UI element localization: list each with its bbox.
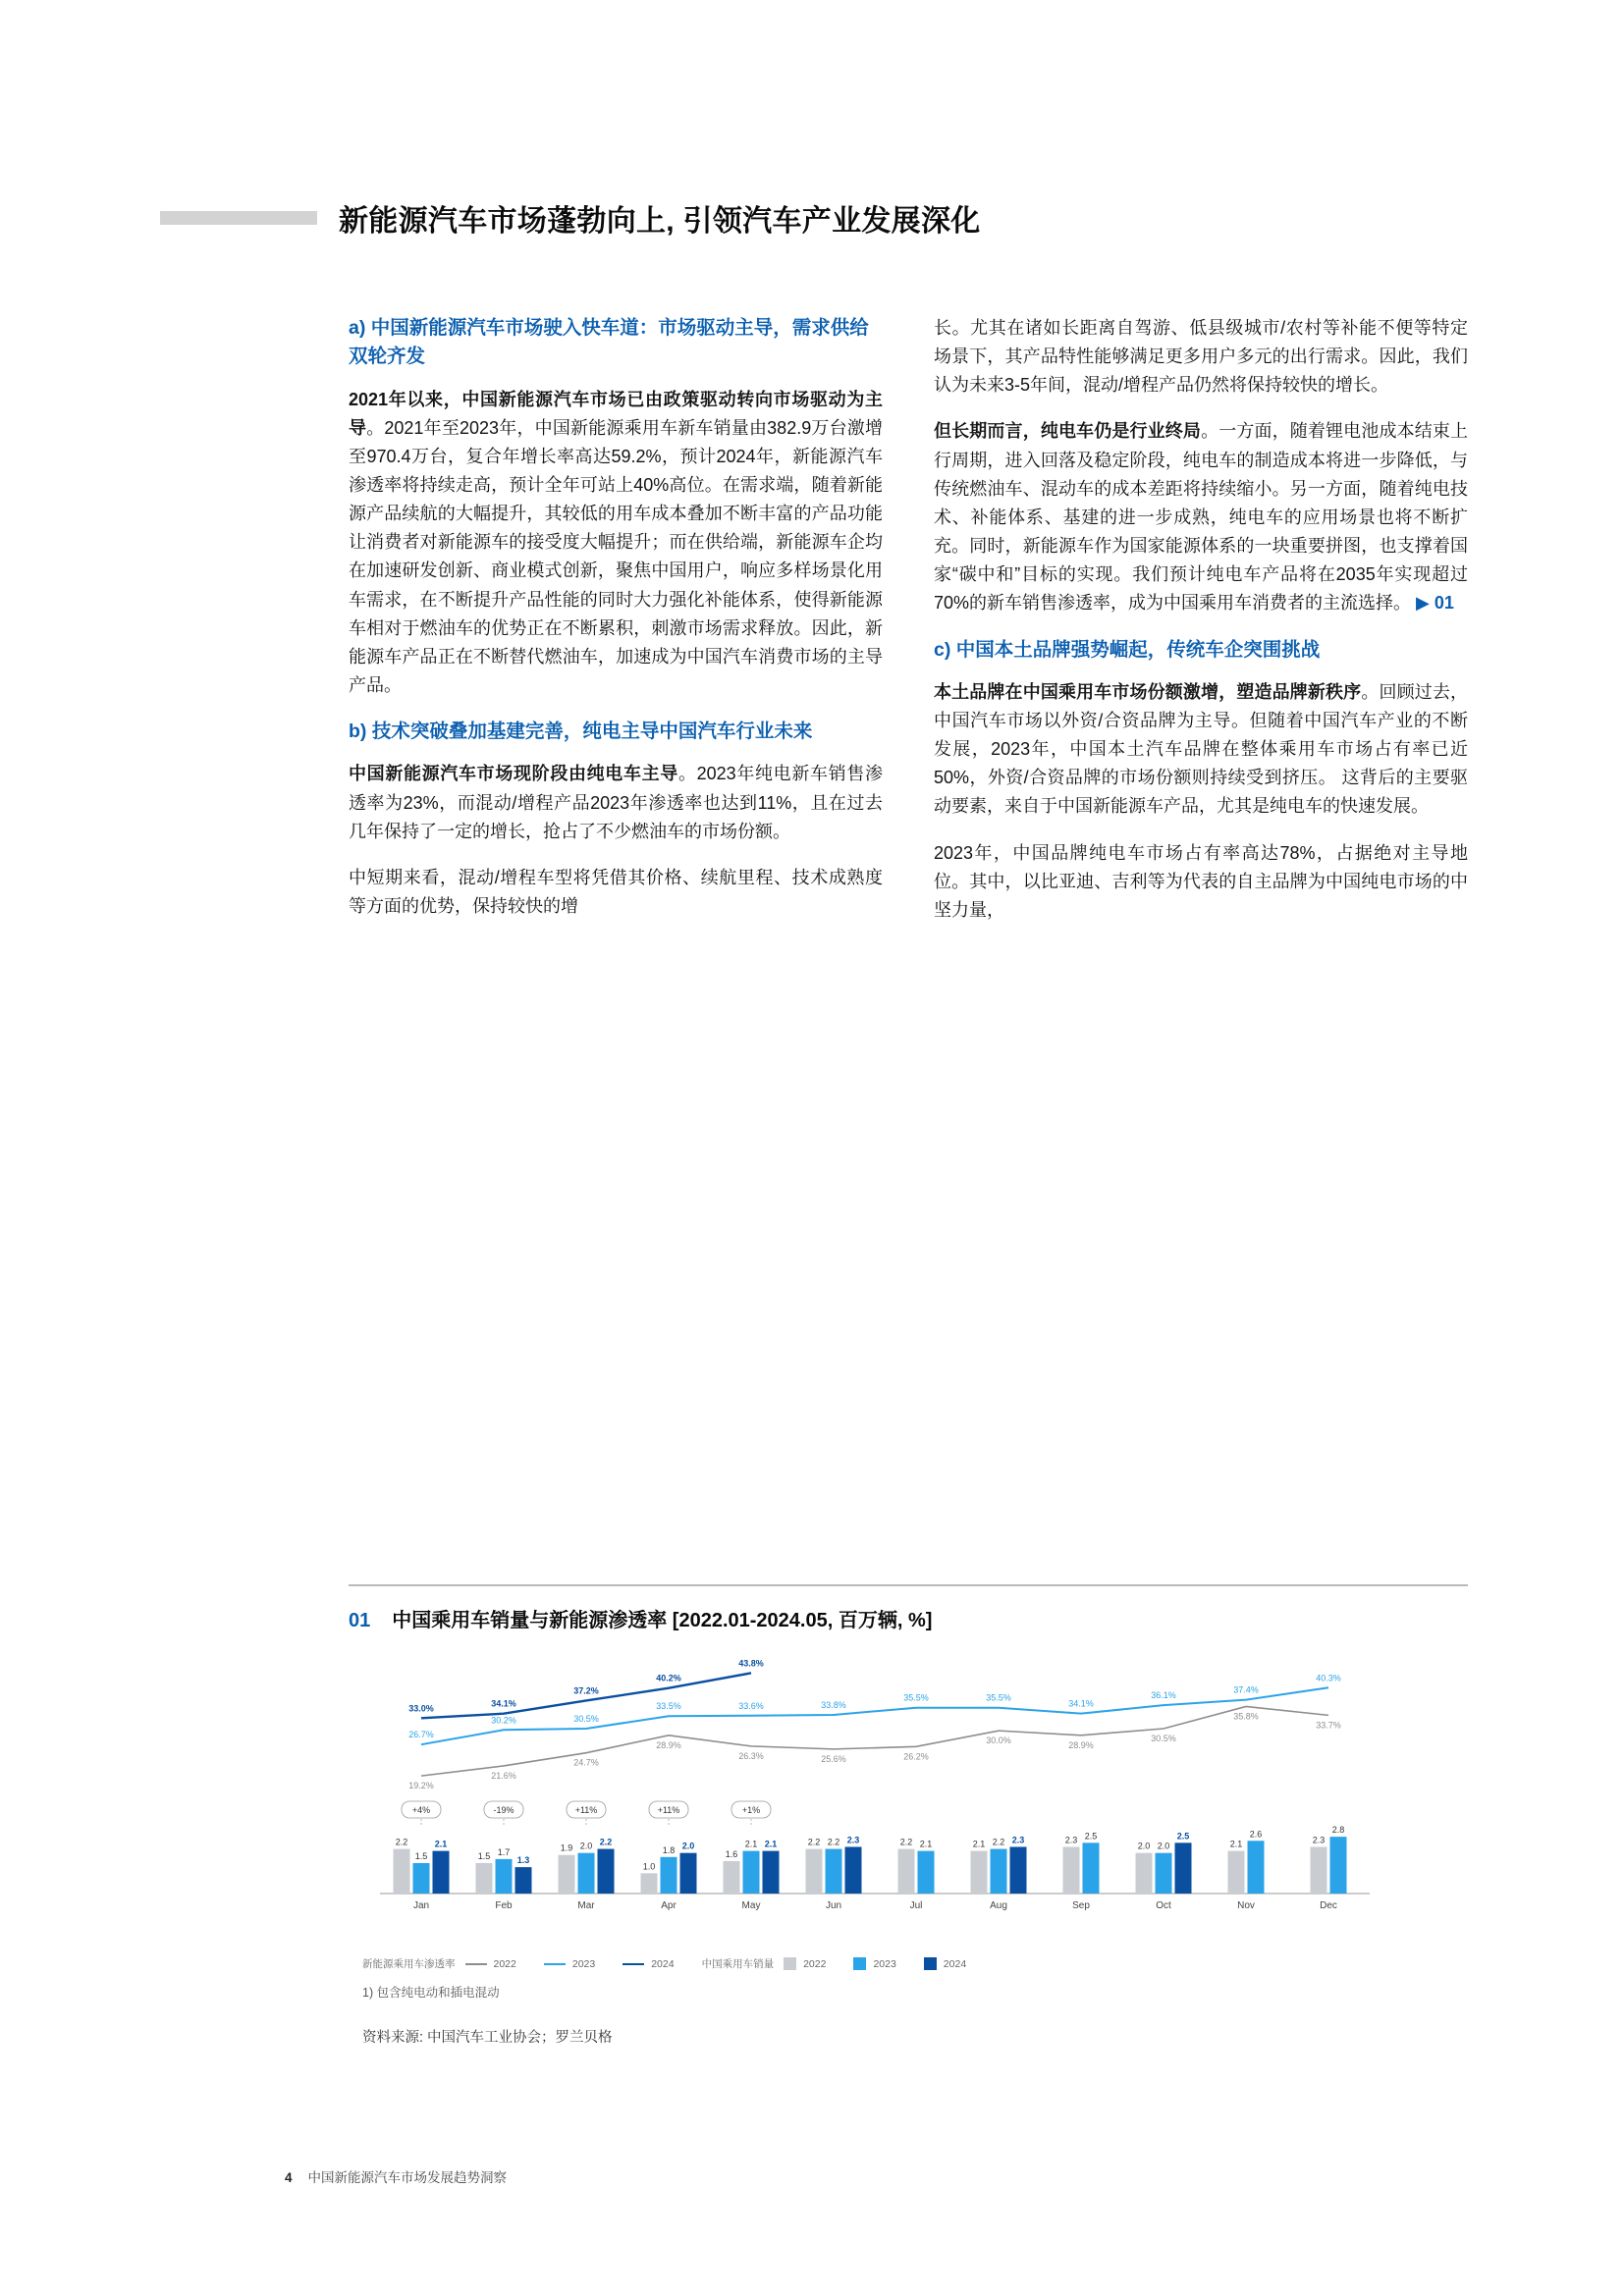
paragraph-c2-lead: 但长期而言，纯电车仍是行业终局: [934, 421, 1202, 442]
svg-text:2.3: 2.3: [1011, 1835, 1025, 1845]
svg-text:2.8: 2.8: [1331, 1825, 1345, 1836]
svg-text:26.2%: 26.2%: [903, 1751, 929, 1762]
page-footer: [285, 2166, 507, 2186]
legend-bar-2022-label: 2022: [803, 1957, 827, 1970]
svg-text:1.6: 1.6: [725, 1848, 738, 1859]
svg-text:2.1: 2.1: [972, 1839, 986, 1849]
page-number: 4: [285, 2170, 293, 2185]
svg-text:Jan: Jan: [412, 1900, 430, 1911]
legend-line-2023: [544, 1958, 595, 1970]
exhibit-01: [349, 1584, 1468, 2047]
svg-text:40.3%: 40.3%: [1316, 1673, 1341, 1683]
svg-text:33.0%: 33.0%: [408, 1703, 434, 1714]
header-rule: [160, 211, 317, 225]
svg-text:2.0: 2.0: [579, 1841, 593, 1851]
svg-text:2.2: 2.2: [992, 1837, 1005, 1847]
paragraph-b: [349, 760, 883, 845]
svg-text:37.2%: 37.2%: [573, 1685, 599, 1696]
page-header: [160, 196, 1467, 240]
line-swatch-icon: [544, 1963, 566, 1965]
svg-text:2.0: 2.0: [681, 1841, 695, 1851]
svg-text:Sep: Sep: [1072, 1900, 1090, 1911]
svg-text:43.8%: 43.8%: [738, 1658, 764, 1669]
svg-text:34.1%: 34.1%: [491, 1698, 516, 1709]
paragraph-e: 2023年，中国品牌纯电车市场占有率高达78%，占据绝对主导地位。其中，以比亚迪、吉利等为代表的自主品牌为中国纯电市场的中坚力量，: [934, 842, 1468, 920]
exhibit-divider: [349, 1584, 1468, 1586]
svg-text:2.1: 2.1: [434, 1839, 448, 1849]
svg-text:1.9: 1.9: [560, 1842, 573, 1853]
svg-text:37.4%: 37.4%: [1233, 1684, 1259, 1695]
svg-text:Oct: Oct: [1156, 1900, 1171, 1911]
paragraph-d-rest: 。回顾过去，中国汽车市场以外资/合资品牌为主导。但随着中国汽车产业的不断发展，2023年，中国本土汽车品牌在整体乘用车市场占有率已近50%，外资/合资品牌的市场份额则持续受到挤压。 这背后的主要驱动要素，来自于中国新能源车产品，尤其是纯电车的快速发展。: [934, 681, 1469, 817]
section-b-heading: b) 技术突破叠加基建完善，纯电主导中国汽车行业未来: [349, 721, 813, 743]
legend-bar-2022: [784, 1957, 826, 1970]
svg-text:Aug: Aug: [990, 1900, 1007, 1911]
line-swatch-icon: [465, 1963, 487, 1965]
svg-text:1.3: 1.3: [516, 1855, 530, 1866]
svg-text:2.1: 2.1: [919, 1839, 933, 1849]
svg-text:Jun: Jun: [825, 1900, 842, 1911]
paragraph-c2: [934, 417, 1468, 617]
svg-text:2.2: 2.2: [827, 1837, 840, 1847]
svg-text:2.5: 2.5: [1176, 1831, 1190, 1842]
bar-swatch-icon: [853, 1957, 866, 1970]
exhibit-title: 中国乘用车销量与新能源渗透率 [2022.01-2024.05, 百万辆, %]: [392, 1610, 933, 1631]
section-a-heading: a) 中国新能源汽车市场驶入快车道：市场驱动主导，需求供给双轮齐发: [349, 317, 869, 368]
svg-text:30.2%: 30.2%: [491, 1715, 516, 1726]
svg-text:35.8%: 35.8%: [1233, 1711, 1259, 1722]
footer-doc-title: 中国新能源汽车市场发展趋势洞察: [307, 2170, 508, 2185]
svg-text:33.6%: 33.6%: [738, 1700, 764, 1711]
section-c-heading: c) 中国本土品牌强势崛起，传统车企突围挑战: [934, 638, 1321, 661]
legend-bar-2024-label: 2024: [943, 1957, 967, 1970]
svg-text:19.2%: 19.2%: [408, 1781, 434, 1791]
exhibit-footnote: 1) 包含纯电动和插电混动: [362, 1986, 500, 2000]
paragraph-a-lead: 2021年以来，中国新能源汽车市场已由政策驱动转向市场驱动为主导: [349, 389, 883, 438]
legend-bar-2023-label: 2023: [873, 1957, 896, 1970]
paragraph-c2-rest: 。一方面，随着锂电池成本结束上行周期，进入回落及稳定阶段，纯电车的制造成本将进一步降低，与传统燃油车、混动车的成本差距将持续缩小。另一方面，随着纯电技术、补能体系、基建的进一步成熟，纯电车的应用场景也将不断扩充。同时，新能源车作为国家能源体系的一块重要拼图，也支撑着国家“碳中和”目标的实现。我们预计纯电车产品将在2035年实现超过70%的新车销售渗透率，成为中国乘用车消费者的主流选择。: [934, 421, 1469, 614]
svg-text:+11%: +11%: [657, 1805, 680, 1815]
legend-bar-2024: [924, 1957, 966, 1970]
legend-line-2022: [465, 1958, 516, 1970]
svg-text:Mar: Mar: [577, 1900, 595, 1911]
svg-text:28.9%: 28.9%: [656, 1739, 681, 1750]
exhibit-reference[interactable]: ▶ 01: [1416, 593, 1454, 614]
legend-right-label: 中国乘用车销量: [701, 1958, 775, 1970]
svg-text:+1%: +1%: [741, 1805, 761, 1815]
svg-text:33.7%: 33.7%: [1316, 1720, 1341, 1731]
svg-text:40.2%: 40.2%: [656, 1673, 681, 1683]
svg-text:2.1: 2.1: [744, 1839, 758, 1849]
svg-text:Feb: Feb: [495, 1900, 513, 1911]
bar-swatch-icon: [784, 1957, 796, 1970]
bar-swatch-icon: [924, 1957, 937, 1970]
legend-line-2022-label: 2022: [493, 1957, 516, 1970]
svg-text:1.7: 1.7: [497, 1846, 511, 1857]
left-column: [349, 314, 883, 925]
svg-text:26.3%: 26.3%: [738, 1750, 764, 1761]
svg-text:+4%: +4%: [411, 1805, 431, 1815]
svg-text:Nov: Nov: [1237, 1900, 1255, 1911]
svg-text:-19%: -19%: [493, 1805, 514, 1815]
svg-text:26.7%: 26.7%: [408, 1730, 434, 1740]
exhibit-number: 01: [349, 1610, 371, 1631]
svg-text:21.6%: 21.6%: [491, 1770, 516, 1781]
svg-text:1.5: 1.5: [414, 1851, 428, 1861]
svg-text:33.8%: 33.8%: [821, 1699, 846, 1710]
svg-text:2.2: 2.2: [899, 1837, 913, 1847]
svg-text:36.1%: 36.1%: [1151, 1690, 1176, 1701]
legend-bar-2023: [853, 1957, 895, 1970]
svg-text:2.2: 2.2: [599, 1837, 613, 1847]
svg-text:2.2: 2.2: [395, 1837, 408, 1847]
svg-text:24.7%: 24.7%: [573, 1757, 599, 1768]
svg-text:2.2: 2.2: [807, 1837, 821, 1847]
svg-text:+11%: +11%: [574, 1805, 598, 1815]
paragraph-c1: 长。尤其在诸如长距离自驾游、低县级城市/农村等补能不便等特定场景下，其产品特性能够满足更多用户多元的出行需求。因此，我们认为未来3-5年间，混动/增程产品仍然将保持较快的增长。: [934, 318, 1468, 396]
legend-line-2024-label: 2024: [651, 1957, 675, 1970]
page-title: 新能源汽车市场蓬勃向上, 引领汽车产业发展深化: [339, 205, 981, 238]
svg-text:Apr: Apr: [661, 1900, 677, 1911]
svg-text:28.9%: 28.9%: [1068, 1739, 1094, 1750]
chart-legend: [362, 1956, 1468, 1971]
legend-line-2024: [623, 1958, 674, 1970]
svg-text:30.5%: 30.5%: [573, 1714, 599, 1724]
svg-text:1.5: 1.5: [477, 1851, 491, 1861]
body-columns: [349, 314, 1468, 925]
line-swatch-icon: [623, 1963, 644, 1965]
svg-text:30.0%: 30.0%: [986, 1735, 1011, 1746]
paragraph-a: [349, 386, 883, 701]
svg-text:2.1: 2.1: [764, 1839, 778, 1849]
svg-text:30.5%: 30.5%: [1151, 1734, 1176, 1743]
svg-text:2.3: 2.3: [1312, 1835, 1326, 1845]
svg-text:25.6%: 25.6%: [821, 1753, 846, 1764]
paragraph-b-lead: 中国新能源汽车市场现阶段由纯电车主导: [349, 764, 678, 784]
svg-text:2.0: 2.0: [1157, 1841, 1170, 1851]
exhibit-source: 资料来源: 中国汽车工业协会；罗兰贝格: [362, 2030, 613, 2046]
svg-text:Jul: Jul: [909, 1900, 923, 1911]
svg-text:33.5%: 33.5%: [656, 1701, 681, 1712]
paragraph-d-lead: 本土品牌在中国乘用车市场份额激增，塑造品牌新秩序: [934, 681, 1362, 702]
combo-chart: [362, 1646, 1383, 1950]
right-column: [934, 314, 1468, 925]
paragraph-b-rest: 。2023年纯电新车销售渗透率为23%，而混动/增程产品2023年渗透率也达到11%，且在过去几年保持了一定的增长，抢占了不少燃油车的市场份额。: [349, 764, 883, 841]
svg-text:34.1%: 34.1%: [1068, 1698, 1094, 1709]
svg-text:1.8: 1.8: [662, 1844, 676, 1855]
paragraph-b2: 中短期来看，混动/增程车型将凭借其价格、续航里程、技术成熟度等方面的优势，保持较快的增: [349, 867, 883, 917]
svg-text:2.3: 2.3: [846, 1835, 860, 1845]
svg-text:2.1: 2.1: [1229, 1839, 1243, 1849]
svg-text:1.0: 1.0: [642, 1861, 656, 1872]
paragraph-a-rest: 。2021年至2023年，中国新能源乘用车新车销量由382.9万台激增至970.4万台，复合年增长率高达59.2%，预计2024年，新能源汽车渗透率将持续走高，预计全年可站上40%高位。在需求端，随着新能源产品续航的大幅提升，其较低的用车成本叠加不断丰富的产品功能让消费者对新能源车的接受度大幅提升；而在供给端，新能源车企均在加速研发创新、商业模式创新，聚焦中国用户，响应多样场景化用车需求，在不断提升产品性能的同时大力强化补能体系，使得新能源车相对于燃油车的优势正在不断累积，刺激市场需求释放。因此，新能源车产品正在不断替代燃油车，加速成为中国汽车消费市场的主导产品。: [349, 417, 883, 696]
svg-text:Dec: Dec: [1320, 1900, 1337, 1911]
legend-left-label: 新能源乘用车渗透率: [362, 1958, 456, 1970]
svg-text:35.5%: 35.5%: [986, 1692, 1011, 1703]
svg-text:2.6: 2.6: [1249, 1829, 1263, 1840]
svg-text:2.0: 2.0: [1137, 1841, 1151, 1851]
paragraph-d: [934, 678, 1468, 822]
exhibit-header: [349, 1604, 1468, 1632]
chart-canvas: [362, 1646, 1383, 1950]
legend-line-2023-label: 2023: [571, 1957, 596, 1970]
svg-text:2.5: 2.5: [1084, 1831, 1098, 1842]
svg-text:2.3: 2.3: [1064, 1835, 1078, 1845]
svg-text:35.5%: 35.5%: [903, 1692, 929, 1703]
svg-text:May: May: [741, 1900, 761, 1911]
